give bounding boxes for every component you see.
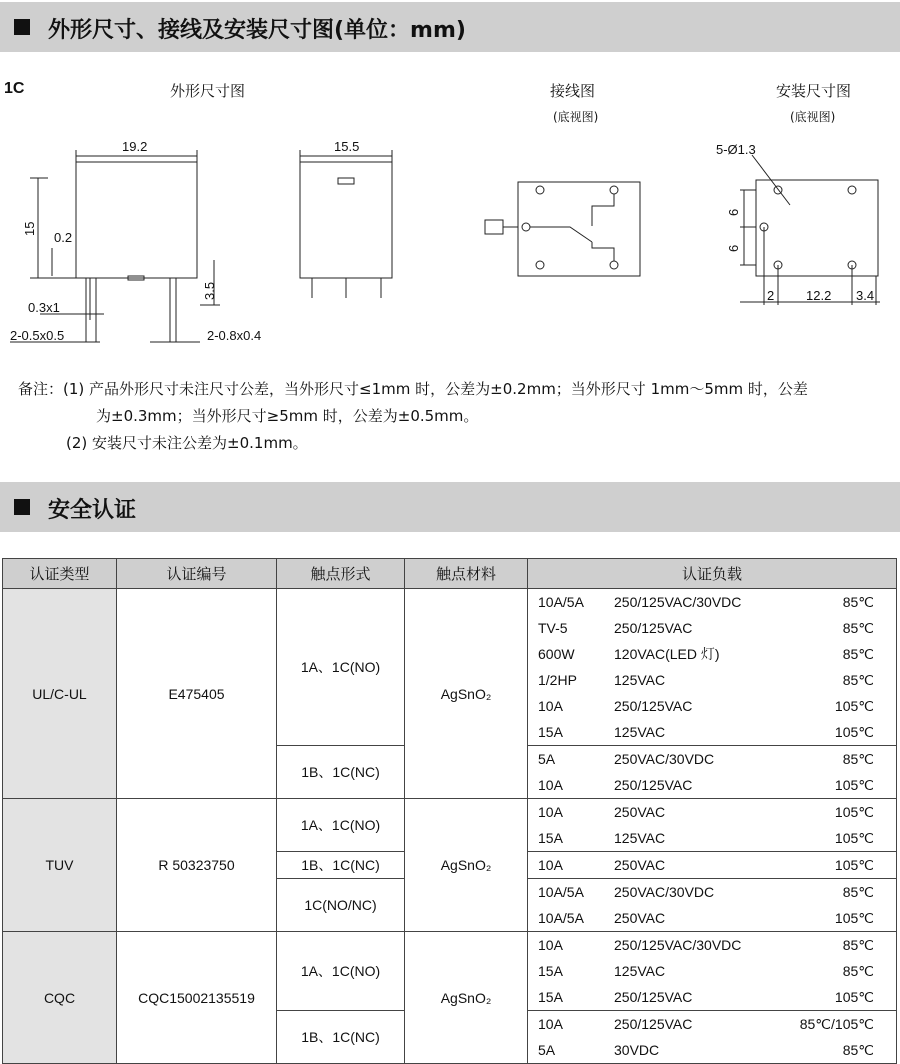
cert-number-cell: E475405 [117,589,277,799]
load-line [528,641,896,667]
load-current: 5A [538,751,556,767]
load-current: 10A [538,1016,563,1032]
contact-material-cell: AgSnO₂ [405,799,528,932]
load-current: TV-5 [538,620,568,636]
contact-form-cell: 1A、1C(NO) [277,589,405,746]
load-line [528,667,896,693]
section-title: 外形尺寸、接线及安装尺寸图(单位：mm) [48,18,466,43]
cert-type-cell: UL/C-UL [3,589,117,799]
load-voltage: 250/125VAC [614,1016,693,1032]
load-line [528,1037,896,1063]
dimension-drawings [0,130,900,350]
outline-title: 外形尺寸图 [170,82,246,100]
note-1-cont: 为±0.3mm；当外形尺寸≥5mm 时，公差为±0.5mm。 [96,407,479,425]
contact-material-cell: AgSnO₂ [405,932,528,1064]
note-2-number: (2) [66,434,88,452]
load-line [528,1011,896,1037]
dim-holes: 5-Ø1.3 [716,142,756,157]
contact-form-cell: 1B、1C(NC) [277,852,405,879]
load-line [528,825,896,851]
dim-pin-length: 3.5 [202,281,217,300]
load-line [528,693,896,719]
cert-number-cell: R 50323750 [117,799,277,932]
contact-form-cell: 1A、1C(NO) [277,799,405,852]
load-voltage: 120VAC(LED 灯) [614,646,720,662]
load-voltage: 30VDC [614,1042,660,1058]
load-temperature: 85℃ [842,750,874,767]
header-cert-load: 认证负载 [528,559,897,589]
contact-form-cell: 1B、1C(NC) [277,1011,405,1064]
load-line [528,852,896,878]
mount-title: 安装尺寸图 [776,82,852,100]
note-2 [66,430,308,457]
dim-six-1: 6 [726,208,741,216]
load-line [528,719,896,745]
load-voltage: 125VAC [614,724,666,740]
load-current: 10A [538,857,563,873]
cert-number-cell: CQC15002135519 [117,932,277,1064]
wiring-body [518,182,640,276]
mount-subtitle: (底视图) [790,110,836,124]
load-current: 15A [538,963,563,979]
load-voltage: 250VAC [614,804,666,820]
wiring-title: 接线图 [550,82,596,100]
contact-form-cell: 1B、1C(NC) [277,746,405,799]
contact-form-cell: 1C(NO/NC) [277,879,405,932]
cert-load-cell [528,932,897,1011]
load-voltage: 250/125VAC/30VDC [614,594,742,610]
cert-load-cell [528,589,897,746]
table-row [3,799,897,852]
load-voltage: 125VAC [614,672,666,688]
load-voltage: 125VAC [614,830,666,846]
dim-width: 19.2 [122,139,148,154]
load-line [528,772,896,798]
load-temperature: 85℃ [842,645,874,662]
load-temperature: 105℃ [834,723,874,740]
section-header-certification [0,482,900,532]
load-temperature: 105℃ [834,988,874,1005]
load-line [528,984,896,1010]
load-line [528,615,896,641]
square-bullet-icon [14,19,30,35]
dim-m3: 3.4 [856,288,875,303]
load-current: 10A/5A [538,884,584,900]
load-voltage: 125VAC [614,963,666,979]
dim-depth: 15.5 [334,139,360,154]
load-temperature: 105℃ [834,697,874,714]
load-voltage: 250/125VAC [614,777,693,793]
header-contact-form: 触点形式 [277,559,405,589]
dim-pin2: 2-0.5x0.5 [10,328,65,343]
load-line [528,958,896,984]
load-current: 15A [538,724,563,740]
load-line [528,589,896,615]
dim-m1: 2 [767,288,775,303]
load-voltage: 250/125VAC [614,698,693,714]
wiring-subtitle: (底视图) [553,110,599,124]
load-current: 15A [538,989,563,1005]
load-temperature: 85℃/105℃ [799,1015,874,1032]
load-temperature: 85℃ [842,883,874,900]
load-current: 600W [538,646,575,662]
mount-body [756,180,878,276]
load-current: 10A [538,804,563,820]
dim-pin1: 0.3x1 [28,300,60,315]
note-1 [18,376,808,403]
cert-type-cell: TUV [3,799,117,932]
load-temperature: 85℃ [842,962,874,979]
load-voltage: 250VAC [614,910,666,926]
section-title: 安全认证 [48,498,137,523]
side-view-body [300,162,392,278]
load-line [528,746,896,772]
load-voltage: 250/125VAC [614,989,693,1005]
dim-gap: 0.2 [54,230,73,245]
header-contact-material: 触点材料 [405,559,528,589]
load-current: 15A [538,830,563,846]
load-voltage: 250VAC/30VDC [614,884,715,900]
table-header-row [3,559,897,589]
cert-type-cell: CQC [3,932,117,1064]
load-temperature: 85℃ [842,1041,874,1058]
load-line [528,879,896,905]
load-temperature: 85℃ [842,593,874,610]
load-temperature: 105℃ [834,803,874,820]
load-current: 10A [538,698,563,714]
load-temperature: 105℃ [834,829,874,846]
cert-load-cell [528,746,897,799]
load-line [528,932,896,958]
dim-m2: 12.2 [806,288,832,303]
load-temperature: 85℃ [842,936,874,953]
section-header-dimensions [0,2,900,52]
load-current: 10A/5A [538,594,584,610]
load-voltage: 250VAC [614,857,666,873]
table-row [3,932,897,1011]
contact-form-cell: 1A、1C(NO) [277,932,405,1011]
load-current: 1/2HP [538,672,577,688]
header-cert-type: 认证类型 [3,559,117,589]
cert-load-cell [528,799,897,852]
contact-material-cell: AgSnO₂ [405,589,528,799]
load-temperature: 105℃ [834,909,874,926]
model-label: 1C [4,80,25,97]
note-prefix: 备注： [18,380,64,398]
note-1-line-1: 产品外形尺寸未注尺寸公差，当外形尺寸≤1mm 时，公差为±0.2mm；当外形尺寸 1mm～5mm 时，公差 [89,380,808,398]
load-voltage: 250VAC/30VDC [614,751,715,767]
cert-load-cell [528,879,897,932]
dim-pin3: 2-0.8x0.4 [207,328,262,343]
load-temperature: 105℃ [834,856,874,873]
load-temperature: 85℃ [842,619,874,636]
cert-load-cell [528,852,897,879]
load-current: 10A [538,777,563,793]
dim-six-2: 6 [726,244,741,252]
note-2-line: 安装尺寸未注公差为±0.1mm。 [92,434,308,452]
load-line [528,905,896,931]
dim-height: 15 [22,221,37,236]
load-temperature: 85℃ [842,671,874,688]
square-bullet-icon [14,499,30,515]
load-temperature: 105℃ [834,776,874,793]
load-voltage: 250/125VAC [614,620,693,636]
front-view-body [76,162,197,278]
certification-table [2,558,897,1064]
load-current: 10A [538,937,563,953]
load-voltage: 250/125VAC/30VDC [614,937,742,953]
load-line [528,799,896,825]
note-1-number: (1) [63,380,85,398]
load-current: 10A/5A [538,910,584,926]
load-current: 5A [538,1042,556,1058]
table-row [3,589,897,746]
header-cert-number: 认证编号 [117,559,277,589]
